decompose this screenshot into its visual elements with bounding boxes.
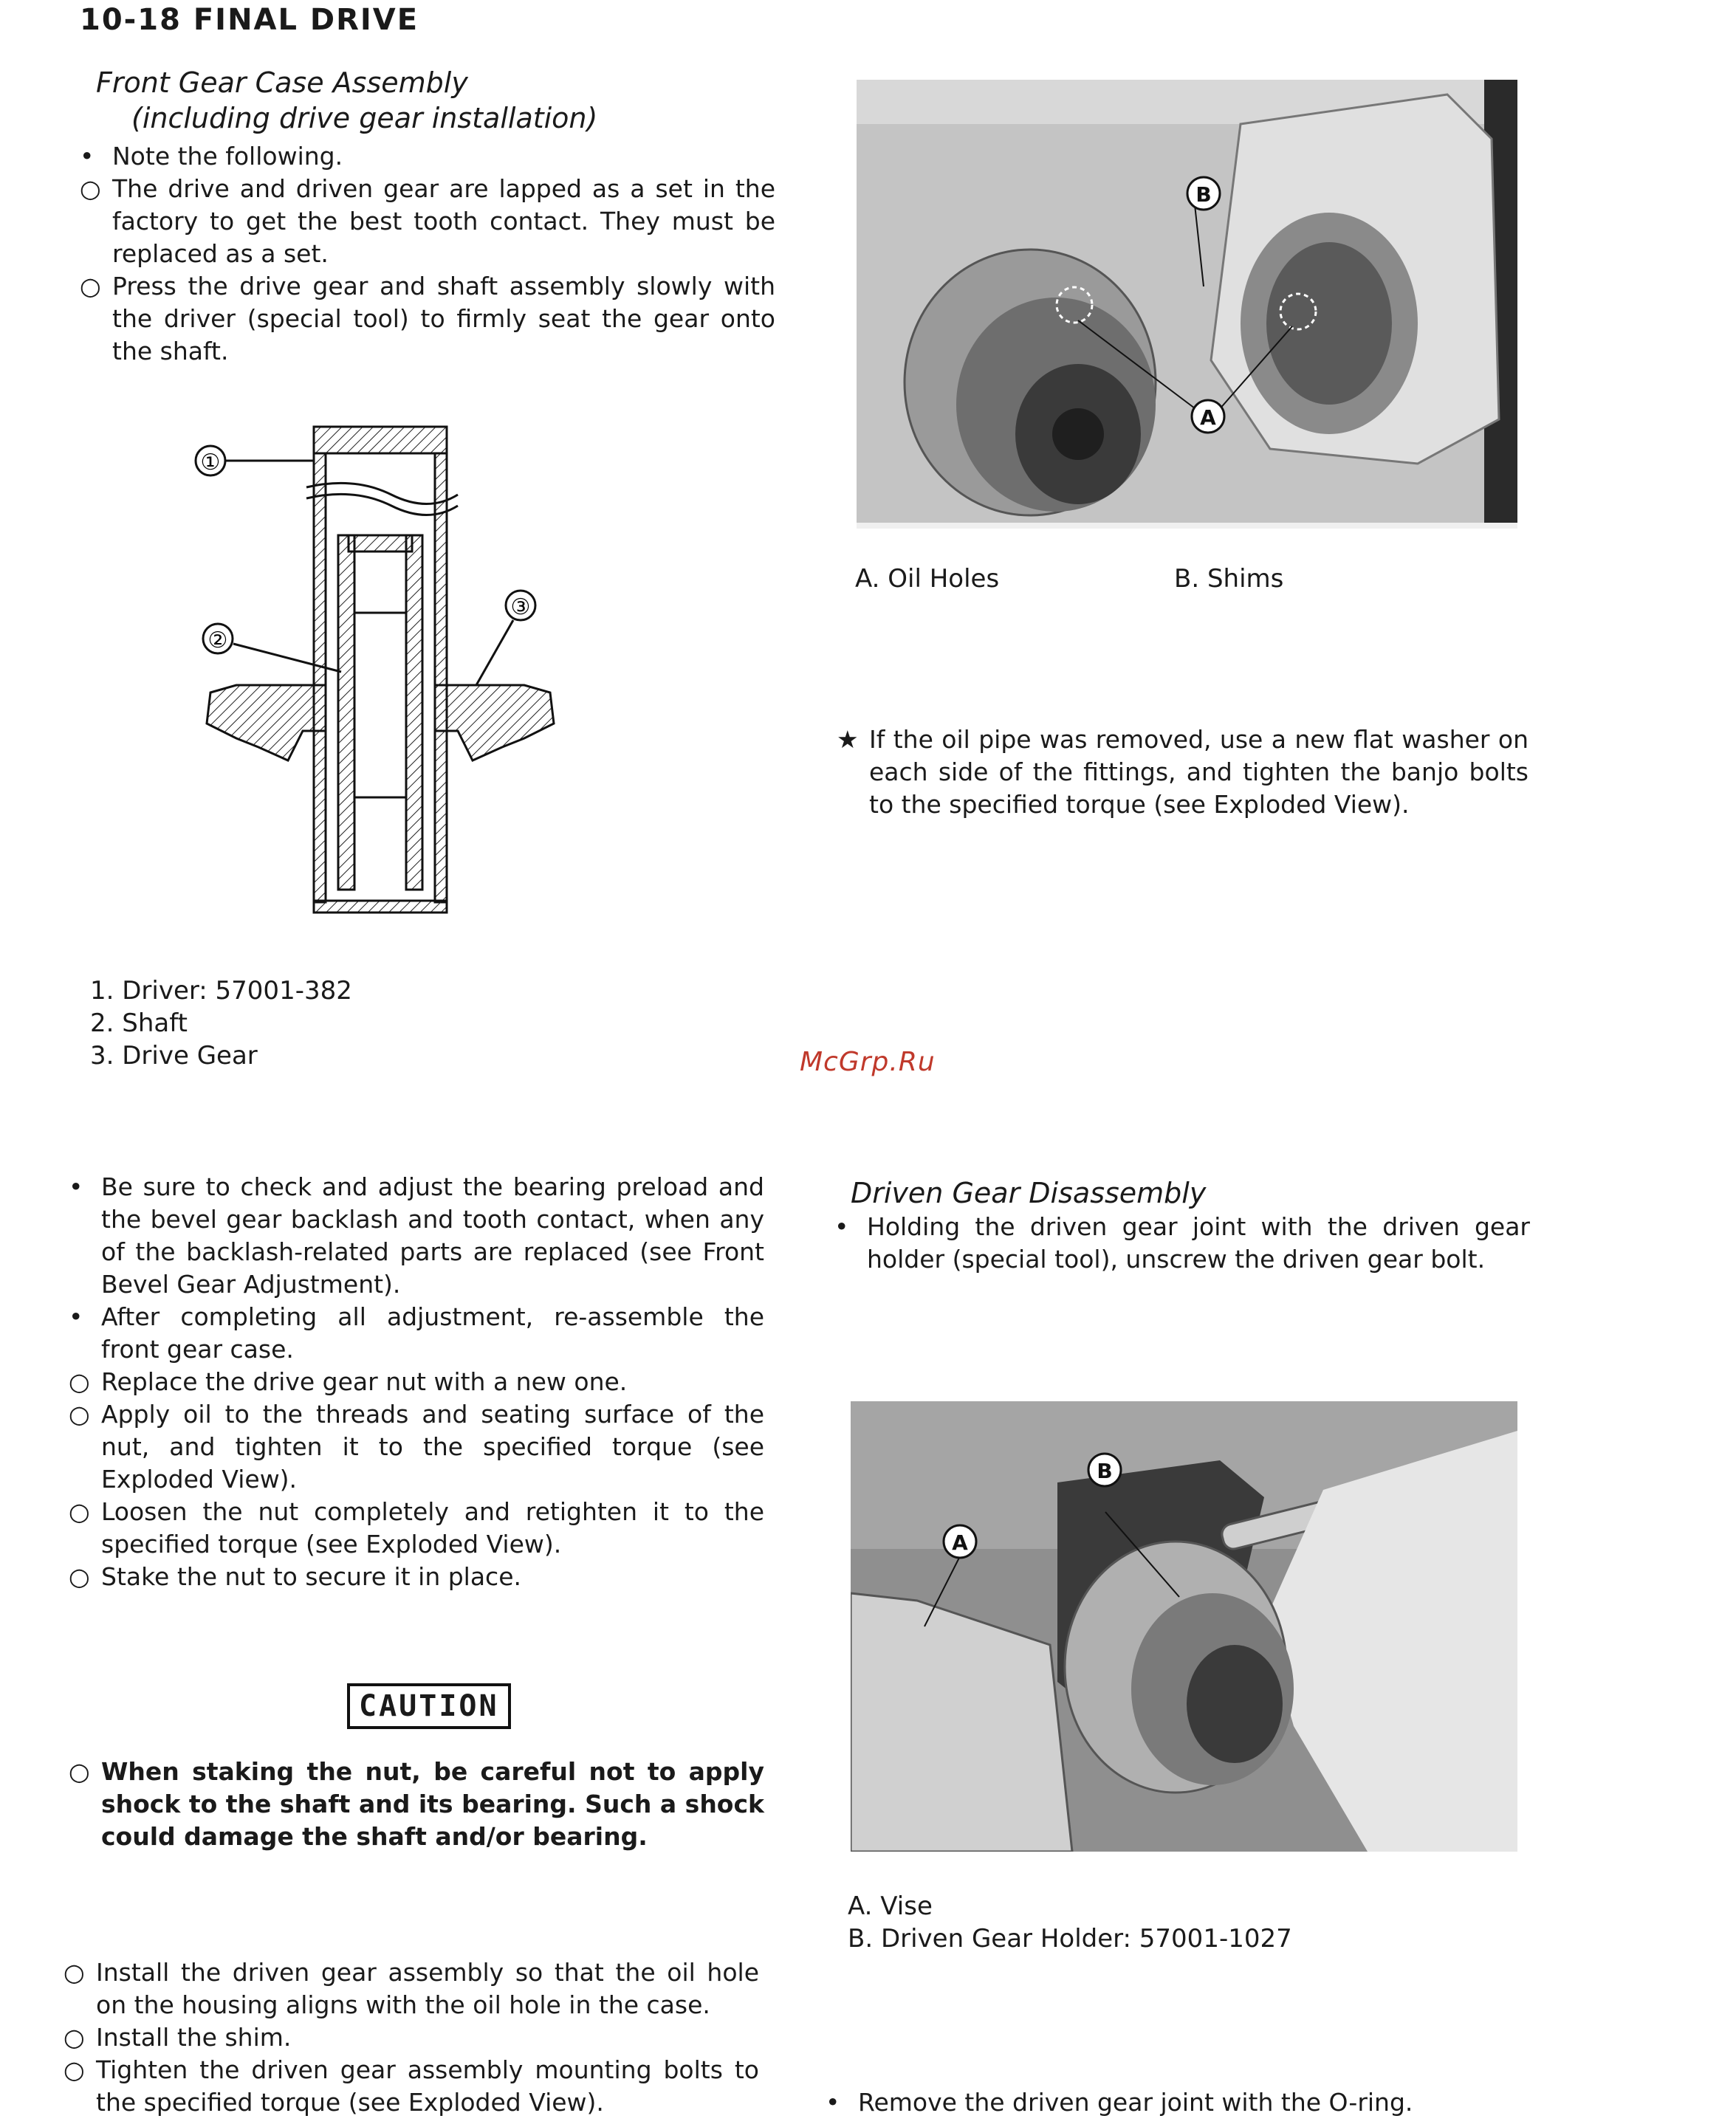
section-subheading: (including drive gear installation)	[131, 102, 598, 134]
photo1-caption-a: A. Oil Holes	[855, 564, 1000, 594]
page-header: 10-18 FINAL DRIVE	[80, 3, 419, 37]
install-instructions	[64, 1956, 759, 2119]
section-heading: Front Gear Case Assembly	[96, 66, 468, 99]
list-item: ○ Install the shim.	[64, 2023, 292, 2052]
diagram-legend	[90, 975, 352, 1072]
photo-label-a: A	[1200, 405, 1216, 430]
instruction-list	[80, 140, 775, 368]
photo-illustration	[851, 1401, 1517, 1852]
list-item: ○ Tighten the driven gear assembly mounting bolts to the specified torque (see Exploded View).	[64, 2055, 759, 2117]
assembly-instructions	[69, 1171, 764, 1593]
section-heading: Driven Gear Disassembly	[851, 1177, 1207, 1209]
photo2-caption-a: A. Vise	[848, 1891, 933, 1921]
oil-pipe-note: ★ If the oil pipe was removed, use a new flat washer on each side of the fittings, and tighten the banjo bolts to the specified torque (see Exploded View).	[837, 725, 1529, 819]
list-item: ○ Apply oil to the threads and seating surface of the nut, and tighten it to the specified torque (see Exploded View).	[69, 1400, 764, 1494]
list-item: ○ Replace the drive gear nut with a new one.	[69, 1367, 628, 1396]
list-item: ○ Loosen the nut completely and retighten it to the specified torque (see Exploded View).	[69, 1497, 764, 1559]
watermark: McGrp.Ru	[800, 1047, 936, 1077]
svg-text:③: ③	[510, 594, 531, 620]
svg-text:②: ②	[207, 628, 228, 653]
section-front-gear-case-assembly	[80, 65, 775, 368]
photo-label-b: B	[1195, 182, 1212, 207]
legend-item: 2. Shaft	[90, 1008, 188, 1038]
caution-label: CAUTION	[347, 1683, 511, 1729]
list-item: ○ Stake the nut to secure it in place.	[69, 1562, 521, 1591]
photo1-caption-b: B. Shims	[1174, 564, 1284, 594]
legend-item: 1. Driver: 57001-382	[90, 976, 352, 1006]
photo-label-a: A	[952, 1530, 968, 1555]
callout-1	[196, 446, 314, 475]
caution-text: ○ When staking the nut, be careful not to apply shock to the shaft and its bearing. Such a shock could damage the shaft and/or bearing.	[69, 1757, 764, 1851]
list-item: • Holding the driven gear joint with the driven gear holder (special tool), unscrew the driven gear bolt.	[834, 1212, 1530, 1274]
shaft	[338, 535, 422, 890]
photo-illustration	[857, 80, 1517, 529]
svg-text:①: ①	[200, 450, 221, 475]
photo2-captions	[848, 1890, 1292, 1955]
list-item: ○ Press the drive gear and shaft assembly slowly with the driver (special tool) to firmly seat the gear onto the shaft.	[80, 272, 775, 365]
list-item: ○ The drive and driven gear are lapped as a set in the factory to get the best tooth contact. They must be replaced as a set.	[80, 174, 775, 268]
legend-item: 3. Drive Gear	[90, 1041, 258, 1071]
oil-holes-shims-photo	[857, 80, 1517, 529]
list-item: • After completing all adjustment, re-assemble the front gear case.	[69, 1302, 764, 1364]
section-driven-gear-disassembly	[834, 1175, 1530, 1276]
callout-3	[476, 591, 535, 685]
list-item: • Be sure to check and adjust the bearing preload and the bevel gear backlash and tooth contact, when any of the backlash-related parts are replaced (see Front Bevel Gear Adjustment).	[69, 1172, 764, 1299]
driven-gear-holder-photo	[851, 1401, 1517, 1852]
drive-gear	[207, 685, 554, 760]
drive-gear-install-diagram	[177, 413, 620, 945]
remove-joint-instruction: • Remove the driven gear joint with the O-ring.	[826, 2088, 1413, 2117]
photo2-caption-b: B. Driven Gear Holder: 57001-1027	[848, 1924, 1292, 1954]
photo-label-b: B	[1097, 1459, 1113, 1483]
list-item: ○ Install the driven gear assembly so that the oil hole on the housing aligns with the oil hole in the case.	[64, 1958, 759, 2019]
list-item: • Note the following.	[80, 142, 343, 171]
